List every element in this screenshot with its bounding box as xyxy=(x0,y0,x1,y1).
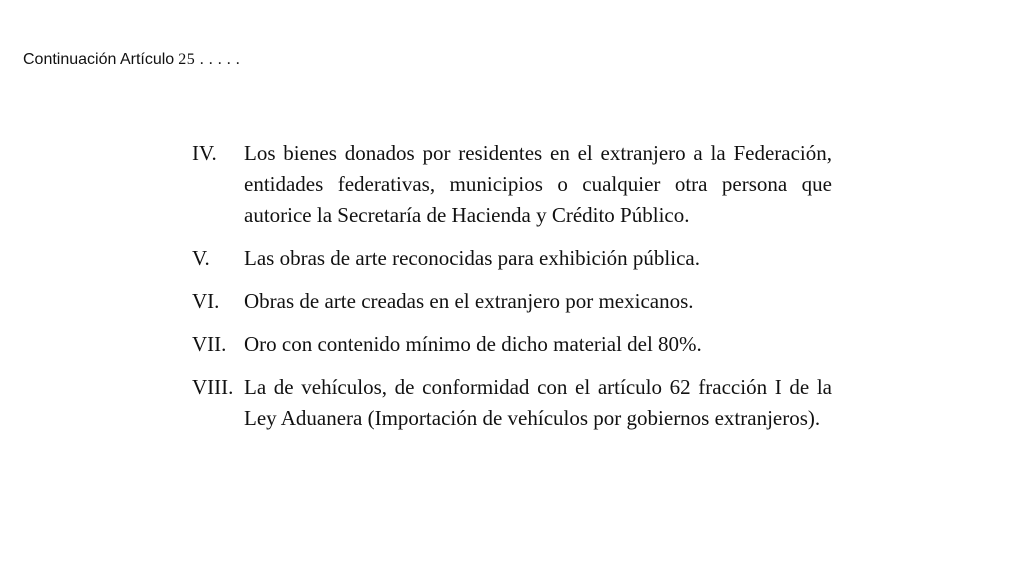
list-item xyxy=(192,243,832,274)
header-article-number: 25 . . . . . xyxy=(178,51,241,68)
item-numeral: V. xyxy=(192,246,210,270)
item-text: Oro con contenido mínimo de dicho material del 80%. xyxy=(244,332,702,356)
list-item xyxy=(192,372,832,434)
list-item xyxy=(192,138,832,231)
item-text: Las obras de arte reconocidas para exhibición pública. xyxy=(244,246,700,270)
item-numeral: VIII. xyxy=(192,375,234,399)
item-text: Los bienes donados por residentes en el extranjero a la Federación, entidades federativas, municipios o cualquier otra persona que autorice la Secretaría de Hacienda y Crédito Público. xyxy=(244,141,832,227)
fraction-list xyxy=(192,138,832,446)
item-text: La de vehículos, de conformidad con el artículo 62 fracción I de la Ley Aduanera (Importación de vehículos por gobiernos extranjeros). xyxy=(244,375,832,430)
item-text: Obras de arte creadas en el extranjero por mexicanos. xyxy=(244,289,694,313)
continuation-header xyxy=(23,51,240,69)
list-item xyxy=(192,329,832,360)
item-numeral: VI. xyxy=(192,289,220,313)
header-prefix: Continuación Artículo xyxy=(23,51,175,68)
item-numeral: VII. xyxy=(192,332,227,356)
list-item xyxy=(192,286,832,317)
item-numeral: IV. xyxy=(192,141,217,165)
